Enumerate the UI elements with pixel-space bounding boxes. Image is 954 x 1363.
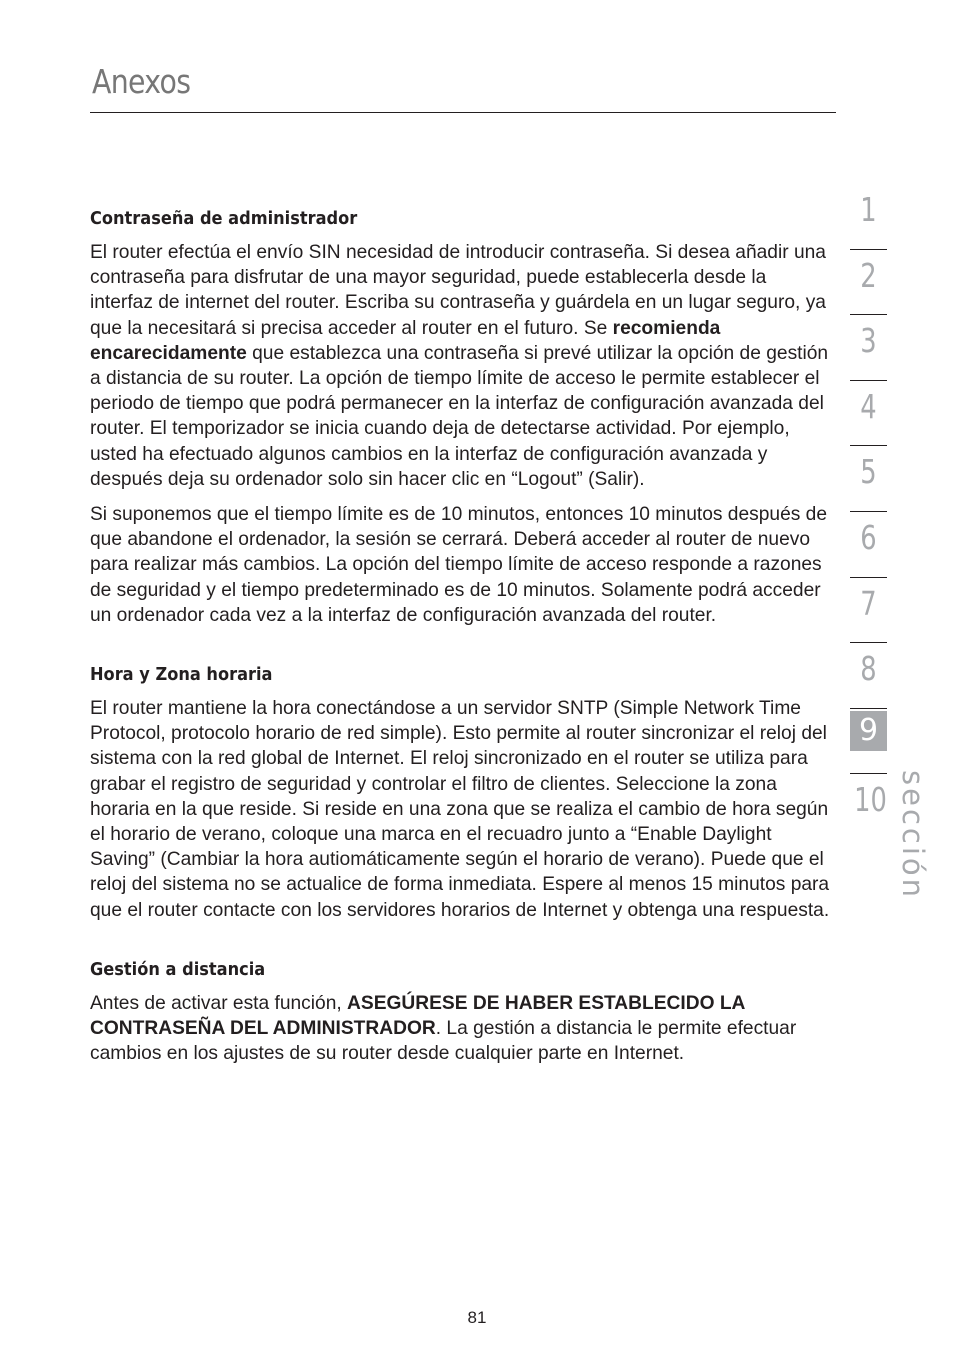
emphasis-text: recomienda encarecidamente: [90, 317, 721, 364]
section-block: [90, 208, 830, 628]
text-run: que establezca una contraseña si prevé utilizar la opción de gestión a distancia de su router. La opción de tiempo límite de acceso le permite establecer el periodo de tiempo que podrá permanecer en la interfaz de configuración avanzada del router. El temporizador se inicia cuando deja de detectarse actividad. Por ejemplo, usted ha efectuado algunos cambios en la interfaz de configuración avanzada y después deja su ordenador solo sin hacer clic en “Logout” (Salir).: [90, 342, 829, 490]
section-nav-number: 8: [860, 649, 877, 689]
section-nav-number: 6: [860, 517, 877, 557]
section-nav-item-1[interactable]: [850, 184, 887, 250]
page-number: 81: [467, 1308, 487, 1327]
text-run: El router efectúa el envío SIN necesidad de introducir contraseña. Si desea añadir una contraseña para disfrutar de una mayor seguridad, puede establecerla desde la interfaz de internet del router. Escriba su contraseña y guárdela en un lugar seguro, ya que la necesitará si precisa acceder al router en el futuro. Se: [90, 242, 826, 339]
text-run: . La gestión a distancia le permite efectuar cambios en los ajustes de su router desde cualquier parte en Internet.: [90, 1018, 797, 1065]
body-paragraph: [90, 696, 830, 923]
text-run: El router mantiene la hora conectándose a un servidor SNTP (Simple Network Time Protocol, protocolo horario de red simple). Esto permite al router sincronizar el reloj del sistema con la red global de Internet. El reloj sincronizado en el router se utiliza para grabar el registro de seguridad y controlar el filtro de clientes. Seleccione la zona horaria en la que reside. Si reside en una zona que se realiza el cambio de hora según el horario de verano, coloque una marca en el recuadro junto a “Enable Daylight Saving” (Cambiar la hora autiomáticamente según el horario de verano). Puede que el reloj del sistema no se actualice de forma inmediata. Espere al menos 15 minutos para que el router contacte con los servidores horarios de Internet y obtenga una respuesta.: [90, 698, 830, 921]
section-nav-item-8[interactable]: [850, 643, 887, 709]
header-rule: [90, 112, 836, 113]
body-paragraph: [90, 240, 830, 492]
section-block: [90, 959, 830, 1067]
section-nav-item-9[interactable]: [850, 709, 887, 775]
section-heading: Hora y Zona horaria: [90, 664, 273, 686]
section-nav-number: 2: [860, 255, 877, 295]
section-nav-item-10[interactable]: [850, 774, 887, 840]
section-nav-item-2[interactable]: [850, 250, 887, 316]
section-nav-item-5[interactable]: [850, 446, 887, 512]
section-nav-item-6[interactable]: [850, 512, 887, 578]
section-nav-number: 4: [860, 386, 877, 426]
section-nav-number: 5: [860, 452, 877, 492]
section-nav-item-7[interactable]: [850, 578, 887, 644]
section-nav-number: 7: [860, 583, 877, 623]
body-paragraph: [90, 991, 830, 1067]
section-nav-number: 9: [850, 711, 887, 751]
section-heading: Contraseña de administrador: [90, 208, 358, 229]
section-nav-number: 10: [854, 780, 887, 820]
emphasis-text: ASEGÚRESE DE HABER ESTABLECIDO LA CONTRASEÑA DEL ADMINISTRADOR: [90, 992, 745, 1040]
section-nav: [850, 184, 887, 840]
text-run: Antes de activar esta función,: [90, 992, 348, 1014]
page-title: Anexos: [92, 62, 191, 101]
section-nav-number: 3: [860, 321, 877, 361]
section-heading: Gestión a distancia: [90, 958, 266, 980]
section-label-text: sección: [896, 770, 930, 901]
section-nav-item-4[interactable]: [850, 381, 887, 447]
section-nav-item-3[interactable]: [850, 315, 887, 381]
text-run: Si suponemos que el tiempo límite es de 10 minutos, entonces 10 minutos después de que abandone el ordenador, la sesión se cerrará. Deberá acceder al router de nuevo para realizar más cambios. La opción del tiempo límite de acceso responde a razones de seguridad y el tiempo predeterminado es de 10 minutos. Solamente podrá acceder un ordenador cada vez a la interfaz de configuración avanzada del router.: [90, 504, 828, 626]
section-label: [890, 770, 930, 900]
main-content: [90, 208, 830, 1102]
section-nav-number: 1: [860, 190, 877, 229]
section-block: [90, 664, 830, 923]
body-paragraph: [90, 502, 830, 628]
